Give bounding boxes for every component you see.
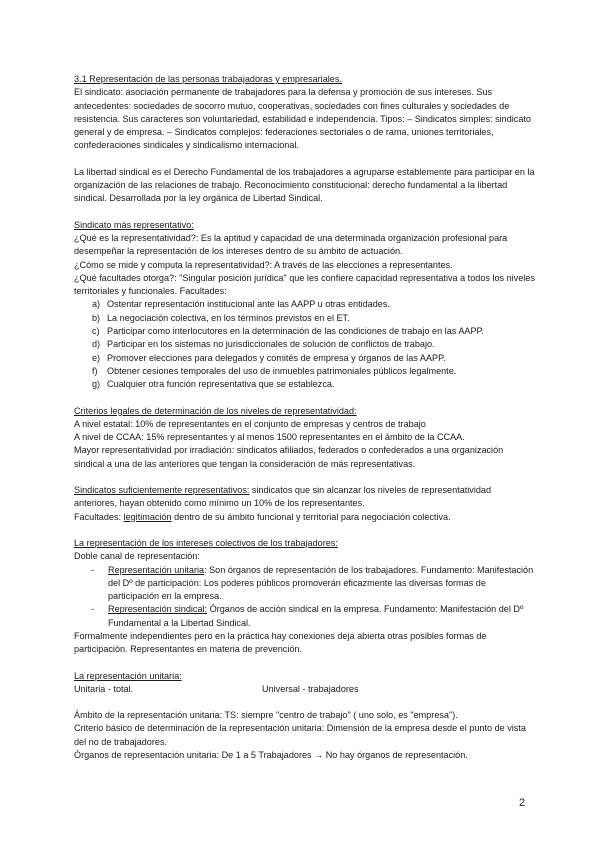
page-number: 2 [519,797,526,809]
list-marker: e) [92,352,101,363]
list-item-text: Promover elecciones para delegados y comités de empresa y órganos de las AAPP. [107,352,446,363]
unitaria-total-text: Unitaria - total. [74,683,134,694]
list-item [74,378,536,391]
heading-sindicato-mas-representativo: Sindicato más representativo: [74,219,194,230]
paragraph-formalmente-independientes: Formalmente independientes pero en la práctica hay conexiones deja abierta otras posibles formas de participación. Representantes en materia de prevención. [74,630,487,655]
paragraph-libertad-sindical: La libertad sindical es el Derecho Fundamental de los trabajadores a agruparse establemente para participar en la organización de las relaciones de trabajo. Reconocimiento constitucional: derecho fundamental a la libertad sindical. Desarrollada por la ley orgánica de Libertad Sindical. [74,166,535,204]
list-item [74,325,536,338]
list-item-text: Obtener cesiones temporales del uso de inmuebles patrimoniales públicos legalmente. [107,365,457,376]
list-item-text: La negociación colectiva, en los términos previstos en el ET. [107,312,350,323]
term-representacion-unitaria: Representación unitaria [108,564,205,575]
paragraph-suficientemente-representativos [74,484,536,511]
list-item-text: Participar como interlocutores en la determinación de las condiciones de trabajo en las AAPP. [107,326,484,337]
list-item [74,352,536,365]
unitaria-universal-row [74,683,536,696]
list-item [74,564,536,604]
list-item [74,312,536,325]
list-item-text: Cualquier otra función representativa que se establezca. [107,379,335,390]
section-title-representacion: 3.1 Representación de las personas trabajadoras y empresariales. [74,74,342,84]
canales-list [74,564,536,630]
heading-representacion-unitaria: La representación unitaria: [74,670,182,681]
legitimacion-term: legitimación [123,511,172,522]
heading-criterios-legales: Criterios legales de determinación de los niveles de representatividad: [74,405,357,416]
page-content [74,73,536,762]
paragraph-organos: Órganos de representación unitaria: De 1 a 5 Trabajadores → No hay órganos de representación. [74,750,468,761]
paragraph-como-se-mide: ¿Cómo se mide y computa la representatividad?: A través de las elecciones a representantes. [74,259,453,270]
paragraph-ambito: Ámbito de la representación unitaria: TS: siempre "centro de trabajo" ( uno solo, es "empresa"). [74,710,458,721]
list-item-text: Participar en los sistemas no jurisdiccionales de solución de conflictos de trabajo. [107,339,435,350]
list-item [74,298,536,311]
list-marker: c) [92,326,100,337]
list-item-text: Órganos de acción sindical en la empresa. Fundamento: Manifestación del Dº Fundamental a la Libertad Sindical. [108,604,524,628]
list-marker: a) [92,299,101,310]
paragraph-criterio-basico: Criterio básico de determinación de la representación unitaria: Dimensión de la empresa desde el punto de vista del no de trabajadores. [74,723,526,747]
list-item [74,365,536,378]
facultades-label: Facultades: [74,511,124,522]
list-marker: d) [92,339,101,350]
dash-marker: - [91,564,95,575]
dash-marker: - [91,604,95,615]
list-marker: f) [92,365,98,376]
list-item [74,338,536,351]
paragraph-doble-canal: Doble canal de representación: [74,551,200,562]
paragraph-facultades: ¿Qué facultades otorga?: "Singular posición jurídica" que les confiere capacidad representativa a todos los niveles territoriales y funcionales. Facultades: [74,272,535,297]
paragraph-que-es-representatividad: ¿Qué es la representatividad?: Es la aptitud y capacidad de una determinada organización profesional para desempeñar la representación de los intereses dentro de su ámbito de actuación. [74,232,508,257]
list-item-text: : Son órganos de representación de los trabajadores. Fundamento: Manifestación del Dº de participación: Los poderes públicos promoverán eficazmente las diversas formas de participación en la empresa. [108,564,534,602]
list-marker: g) [92,379,101,390]
paragraph-irradiacion: Mayor representatividad por irradiación: sindicatos afiliados, federados o confederados a una organización sindical a una de las anteriores que tengan la consideración de más representativas. [74,445,504,469]
paragraph-sindicato: El sindicato: asociación permanente de trabajadores para la defensa y promoción de sus intereses. Sus antecedentes: sociedades de socorro mutuo, cooperativas, sociedades con fines culturales y sociedades de resistencia. Sus caracteres son voluntariedad, estabilidad e independencia. Tipos: – Sindicatos simples: sindicato general y de empresa. – Sindicatos complejos: federaciones sectoriales o de rama, uniones territoriales, confederaciones sindicales y sindicalismo internacional. [74,87,531,151]
list-item [74,603,536,630]
suficientes-text: sindicatos que sin alcanzar los niveles de representatividad anteriores, hayan obtenido como mínimo un 10% de los representantes. [74,485,492,509]
list-item-text: Ostentar representación institucional ante las AAPP u otras entidades. [107,299,390,310]
inline-heading-suficientemente: Sindicatos suficientemente representativos: [74,485,250,496]
facultades-rest: dentro de su ámbito funcional y territorial para negociación colectiva. [171,511,451,522]
paragraph-nivel-estatal: A nivel estatal: 10% de representantes en el conjunto de empresas y centros de trabajo [74,418,426,429]
paragraph-nivel-ccaa: A nivel de CCAA: 15% representantes y al menos 1500 representantes en el ámbito de la CCAA. [74,432,465,443]
paragraph-facultades-suficientes [74,511,536,524]
universal-trabajadores-text: Universal - trabajadores [262,683,359,694]
list-marker: b) [92,312,101,323]
heading-representacion-intereses: La representación de los intereses colectivos de los trabajadores: [74,537,338,548]
facultades-list [74,298,536,391]
term-representacion-sindical: Representación sindical: [108,604,208,615]
